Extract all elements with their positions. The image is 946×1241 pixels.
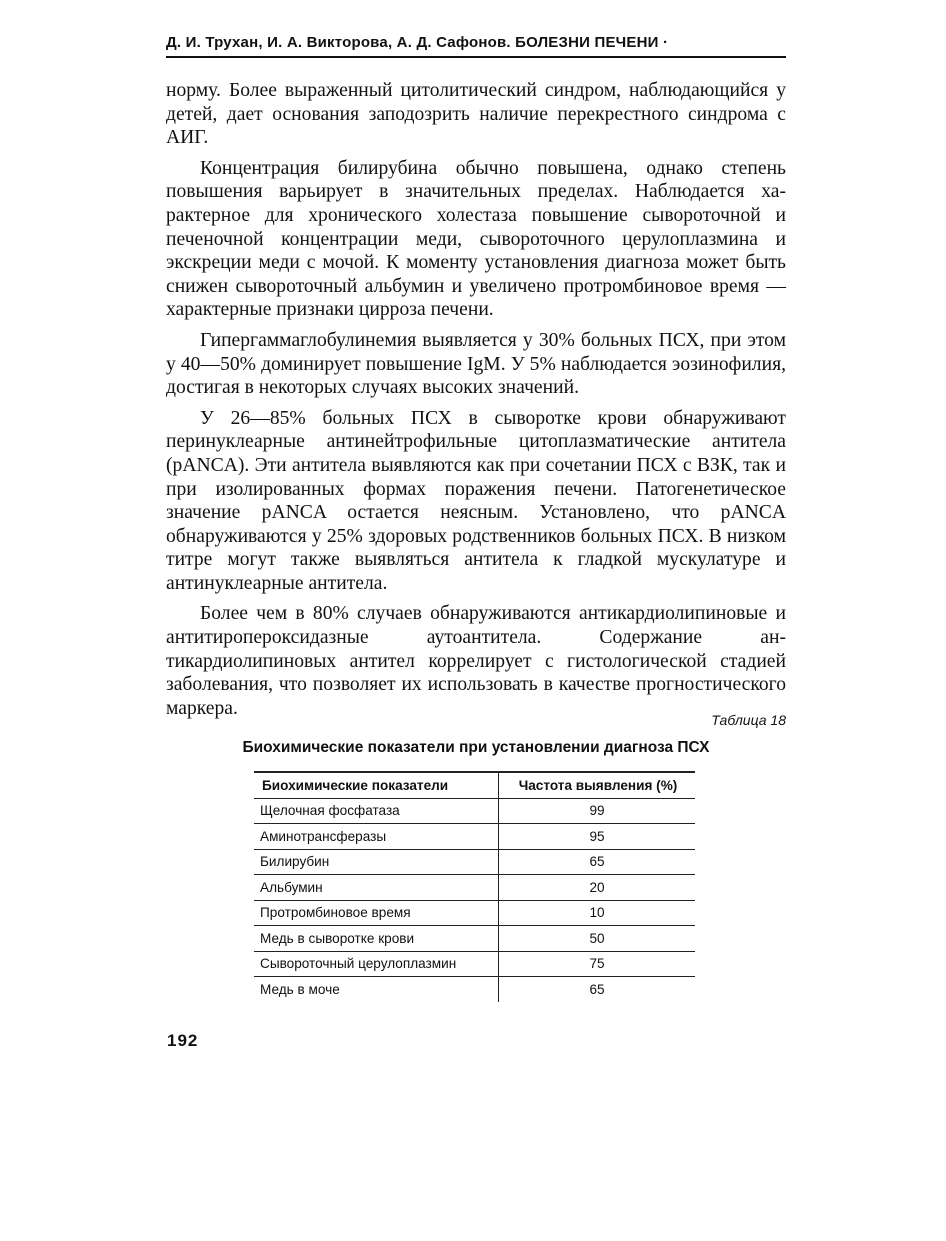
indicator-cell: Билирубин: [254, 849, 499, 875]
column-header: Частота выявления (%): [499, 772, 696, 798]
biochemical-table: [254, 771, 695, 1002]
frequency-cell: 95: [499, 824, 696, 850]
paragraph: Концентрация билирубина обычно повышена, однако степень повышения варьирует в значительных пределах. Наблюдается характерное для хронического холестаза повышение сывороточной и печеночной концентрации меди, сывороточного церулоплазмина и экскреции меди с мочой. К моменту установления диагноза может быть снижен сывороточный альбумин и увеличено протромбиновое время — характерные признаки цирроза печени.: [166, 157, 786, 321]
indicator-cell: Сывороточный церулоплазмин: [254, 951, 499, 977]
indicator-cell: Щелочная фосфатаза: [254, 798, 499, 824]
running-head: Д. И. Трухан, И. А. Викторова, А. Д. Сафонов. БОЛЕЗНИ ПЕЧЕНИ ·: [166, 34, 669, 51]
indicator-cell: Медь в моче: [254, 977, 499, 1002]
indicator-cell: Протромбиновое время: [254, 900, 499, 926]
indicator-cell: Аминотрансферазы: [254, 824, 499, 850]
paragraph: Более чем в 80% случаев обнаруживаются антикардиолипиновые и антитиропероксидазные аутоантитела. Содержание антикардиолипиновых антител коррелирует с гистологической стадией заболевания, что позволяет их использовать в качестве прогностического маркера.: [166, 603, 786, 719]
frequency-cell: 20: [499, 875, 696, 901]
table-row: [254, 926, 695, 952]
table-row: [254, 798, 695, 824]
table-header-row: [254, 772, 695, 798]
table-row: [254, 977, 695, 1002]
header-rule: [166, 56, 786, 58]
table-number: Таблица 18: [711, 712, 786, 728]
paragraph: У 26—85% больных ПСХ в сыворотке крови обнаруживают перинуклеарные антинейтрофильные цитоплазматические антитела (pANCA). Эти антитела выявляются как при сочетании ПСХ с ВЗК, так и при изолированных формах поражения печени. Патогенетическое значение pANCA остается неясным. Установлено, что pANCA обнаруживаются у 25% здоровых родственников больных ПСХ. В низком титре могут также выявляться антитела к гладкой мускулатуре и антинуклеарные антитела.: [166, 407, 786, 594]
body-text: [166, 79, 786, 720]
table-row: [254, 900, 695, 926]
indicator-cell: Медь в сыворотке крови: [254, 926, 499, 952]
table-row: [254, 849, 695, 875]
table-title: Биохимические показатели при установлении диагноза ПСХ: [242, 739, 710, 756]
frequency-cell: 65: [499, 849, 696, 875]
table-row: [254, 951, 695, 977]
frequency-cell: 99: [499, 798, 696, 824]
paragraph: норму. Более выраженный цитолитический синдром, наблюдающийся у детей, дает основания заподозрить наличие перекрестного синдрома с АИГ.: [166, 80, 786, 149]
table-row: [254, 824, 695, 850]
column-header: Биохимические показатели: [254, 772, 499, 798]
frequency-cell: 75: [499, 951, 696, 977]
paragraph: Гипергаммаглобулинемия выявляется у 30% больных ПСХ, при этом у 40—50% доминирует повышение IgM. У 5% наблюдается эозинофилия, достигая в некоторых случаях высоких значений.: [166, 329, 786, 399]
indicator-cell: Альбумин: [254, 875, 499, 901]
page-number: 192: [167, 1031, 199, 1050]
frequency-cell: 50: [499, 926, 696, 952]
frequency-cell: 10: [499, 900, 696, 926]
table-row: [254, 875, 695, 901]
frequency-cell: 65: [589, 981, 605, 997]
